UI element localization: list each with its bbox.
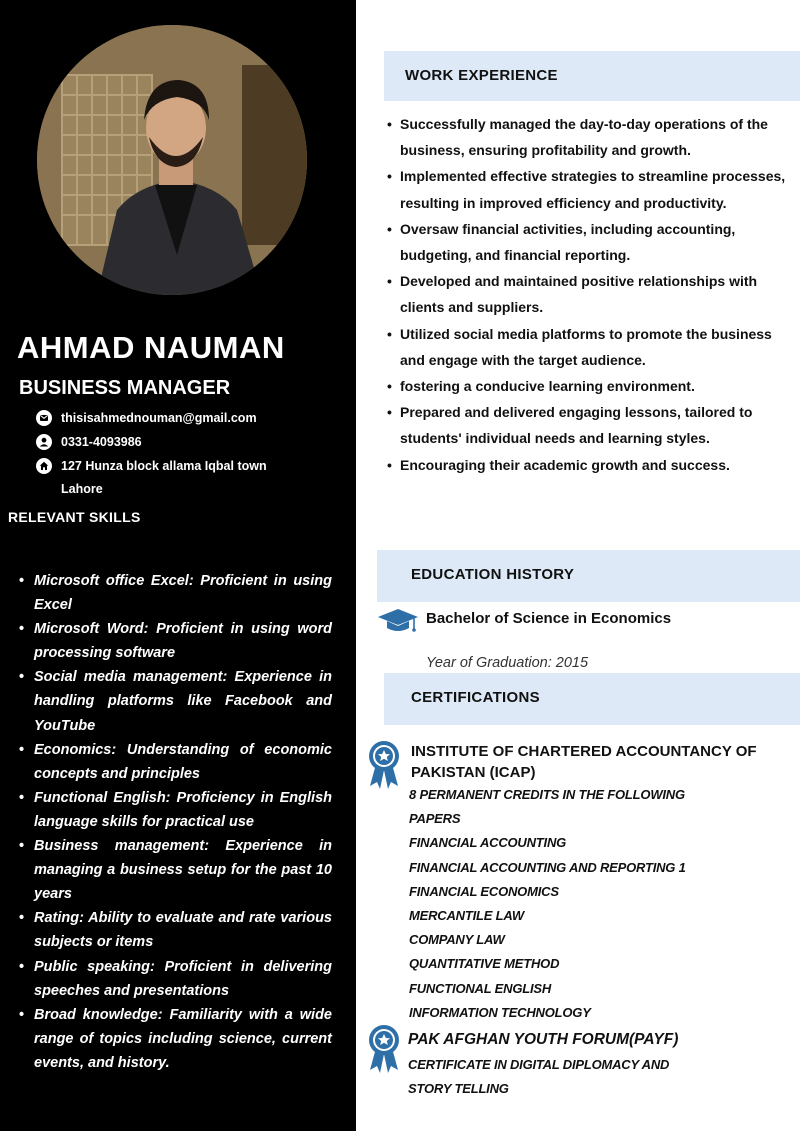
cert-detail-line: FUNCTIONAL ENGLISH [409,980,552,996]
work-item: • Prepared and delivered engaging lessons, tailored to students' individual needs and learning styles. [384,399,794,451]
candidate-title: BUSINESS MANAGER [19,377,231,399]
cert-1-details [409,783,686,1025]
email-icon [36,410,52,426]
skill-item: • Functional English: Proficiency in English language skills for practical use [18,786,332,834]
degree-title: Bachelor of Science in Economics [426,610,672,627]
cert-detail-line: FINANCIAL ACCOUNTING [409,835,567,851]
cert-detail-line: FINANCIAL ECONOMICS [409,883,559,899]
email-text: thisisahmednouman@gmail.com [61,411,257,425]
certifications-heading: CERTIFICATIONS [411,689,540,706]
work-item: • Successfully managed the day-to-day operations of the business, ensuring profitability and growth. [384,111,794,163]
education-header [377,550,800,602]
skill-item: • Microsoft Word: Proficient in using word processing software [18,617,332,665]
home-icon [36,458,52,474]
contact-email [36,410,257,426]
skills-heading: RELEVANT SKILLS [8,509,141,525]
work-item: • Developed and maintained positive relationships with clients and suppliers. [384,268,794,320]
skills-list [18,569,332,1075]
work-item: • fostering a conducive learning environment. [384,373,794,399]
phone-icon [36,434,52,450]
cert-detail-line: CERTIFICATE IN DIGITAL DIPLOMACY AND [408,1057,670,1072]
work-experience-heading: WORK EXPERIENCE [405,67,558,84]
award-medal-icon [367,1024,401,1079]
phone-text: 0331-4093986 [61,435,142,449]
work-item: • Utilized social media platforms to promote the business and engage with the target audience. [384,321,794,373]
skill-item: • Public speaking: Proficient in delivering speeches and presentations [18,955,332,1003]
skill-item: • Rating: Ability to evaluate and rate various subjects or items [18,906,332,954]
cert-detail-line: COMPANY LAW [409,932,505,948]
work-item: • Oversaw financial activities, including accounting, budgeting, and financial reporting. [384,216,794,268]
cert-2-details [408,1053,669,1101]
address-line-1: 127 Hunza block allama Iqbal town [61,459,267,473]
work-experience-header [384,51,800,101]
address-line-2: Lahore [61,482,103,496]
award-medal-icon [367,740,401,795]
cert-detail-line: PAPERS [409,811,461,827]
skill-item: • Microsoft office Excel: Proficient in using Excel [18,569,332,617]
cert-detail-line: MERCANTILE LAW [409,908,524,924]
work-item: • Implemented effective strategies to streamline processes, resulting in improved efficiency and productivity. [384,163,794,215]
skill-item: • Broad knowledge: Familiarity with a wide range of topics including science, current events, and history. [18,1003,332,1075]
skill-item: • Business management: Experience in managing a business setup for the past 10 years [18,834,332,906]
work-item: • Encouraging their academic growth and success. [384,452,794,478]
left-sidebar [0,0,356,1131]
cert-2-title: PAK AFGHAN YOUTH FORUM(PAYF) [408,1031,679,1048]
skill-item: • Economics: Understanding of economic concepts and principles [18,738,332,786]
contact-phone [36,434,142,450]
contact-address [36,458,267,474]
cert-detail-line: FINANCIAL ACCOUNTING AND REPORTING 1 [409,859,686,875]
graduation-cap-icon [377,607,419,640]
certifications-header [384,673,800,725]
cert-detail-line: 8 PERMANENT CREDITS IN THE FOLLOWING [409,787,685,802]
cert-1-title: INSTITUTE OF CHARTERED ACCOUNTANCY OF PAKISTAN (ICAP) [411,743,757,781]
work-experience-list [384,111,794,478]
skill-item: • Social media management: Experience in handling platforms like Facebook and YouTube [18,665,332,737]
graduation-year: Year of Graduation: 2015 [426,655,589,671]
education-heading: EDUCATION HISTORY [411,566,575,583]
profile-photo [37,25,307,295]
cert-detail-line: STORY TELLING [408,1081,509,1097]
cert-detail-line: INFORMATION TECHNOLOGY [409,1004,591,1020]
cert-detail-line: QUANTITATIVE METHOD [409,956,560,972]
candidate-name: AHMAD NAUMAN [17,330,285,365]
